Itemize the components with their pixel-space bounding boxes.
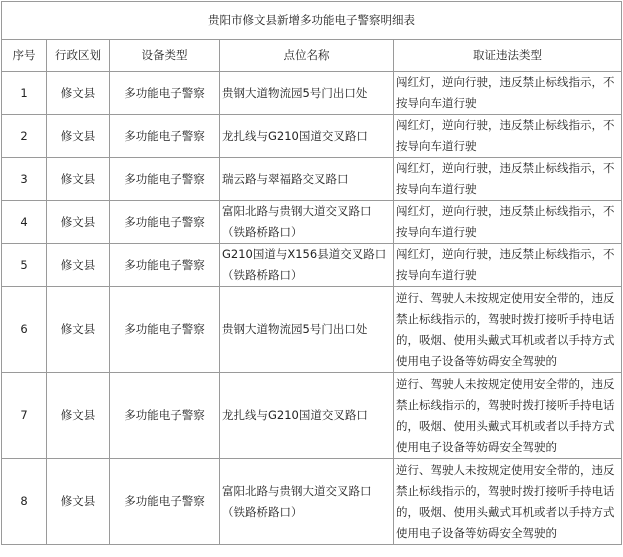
row-region: 修文县	[47, 158, 110, 201]
police-detail-table	[1, 1, 622, 545]
row-location: 富阳北路与贵钢大道交叉路口（铁路桥路口）	[220, 201, 394, 244]
row-device: 多功能电子警察	[110, 373, 220, 459]
row-no: 7	[2, 373, 47, 459]
row-device: 多功能电子警察	[110, 244, 220, 287]
row-violation: 逆行、驾驶人未按规定使用安全带的，违反禁止标线指示的，驾驶时拨打接听手持电话的，吸烟、使用头戴式耳机或者以手持方式使用电子设备等妨碍安全驾驶的	[394, 287, 622, 373]
row-violation: 闯红灯，逆向行驶，违反禁止标线指示，不按导向车道行驶	[394, 115, 622, 158]
row-no: 1	[2, 72, 47, 115]
row-region: 修文县	[47, 373, 110, 459]
row-no: 6	[2, 287, 47, 373]
row-region: 修文县	[47, 115, 110, 158]
table-row	[2, 72, 622, 115]
row-violation: 闯红灯，逆向行驶，违反禁止标线指示，不按导向车道行驶	[394, 72, 622, 115]
row-no: 4	[2, 201, 47, 244]
row-violation: 闯红灯，逆向行驶，违反禁止标线指示，不按导向车道行驶	[394, 201, 622, 244]
table-row	[2, 201, 622, 244]
row-no: 5	[2, 244, 47, 287]
row-region: 修文县	[47, 201, 110, 244]
row-violation: 闯红灯，逆向行驶，违反禁止标线指示，不按导向车道行驶	[394, 244, 622, 287]
row-location: 龙扎线与G210国道交叉路口	[220, 373, 394, 459]
table-row	[2, 287, 622, 373]
table-row	[2, 373, 622, 459]
header-region: 行政区划	[47, 40, 110, 72]
row-region: 修文县	[47, 287, 110, 373]
row-device: 多功能电子警察	[110, 72, 220, 115]
row-no: 2	[2, 115, 47, 158]
table-title: 贵阳市修文县新增多功能电子警察明细表	[2, 2, 622, 40]
header-no: 序号	[2, 40, 47, 72]
row-location: G210国道与X156县道交叉路口（铁路桥路口）	[220, 244, 394, 287]
row-violation: 闯红灯，逆向行驶，违反禁止标线指示，不按导向车道行驶	[394, 158, 622, 201]
row-no: 3	[2, 158, 47, 201]
row-device: 多功能电子警察	[110, 115, 220, 158]
row-violation: 逆行、驾驶人未按规定使用安全带的，违反禁止标线指示的，驾驶时拨打接听手持电话的，吸烟、使用头戴式耳机或者以手持方式使用电子设备等妨碍安全驾驶的	[394, 459, 622, 545]
row-violation: 逆行、驾驶人未按规定使用安全带的，违反禁止标线指示的，驾驶时拨打接听手持电话的，吸烟、使用头戴式耳机或者以手持方式使用电子设备等妨碍安全驾驶的	[394, 373, 622, 459]
table-row	[2, 115, 622, 158]
table-header-row	[2, 40, 622, 72]
row-no: 8	[2, 459, 47, 545]
row-region: 修文县	[47, 244, 110, 287]
table-row	[2, 244, 622, 287]
table-row	[2, 459, 622, 545]
row-location: 贵钢大道物流园5号门出口处	[220, 287, 394, 373]
row-location: 贵钢大道物流园5号门出口处	[220, 72, 394, 115]
header-violation: 取证违法类型	[394, 40, 622, 72]
row-location: 富阳北路与贵钢大道交叉路口（铁路桥路口）	[220, 459, 394, 545]
table-row	[2, 158, 622, 201]
row-device: 多功能电子警察	[110, 287, 220, 373]
row-device: 多功能电子警察	[110, 459, 220, 545]
row-device: 多功能电子警察	[110, 158, 220, 201]
header-device: 设备类型	[110, 40, 220, 72]
row-device: 多功能电子警察	[110, 201, 220, 244]
row-region: 修文县	[47, 459, 110, 545]
row-location: 瑞云路与翠福路交叉路口	[220, 158, 394, 201]
header-location: 点位名称	[220, 40, 394, 72]
row-location: 龙扎线与G210国道交叉路口	[220, 115, 394, 158]
row-region: 修文县	[47, 72, 110, 115]
